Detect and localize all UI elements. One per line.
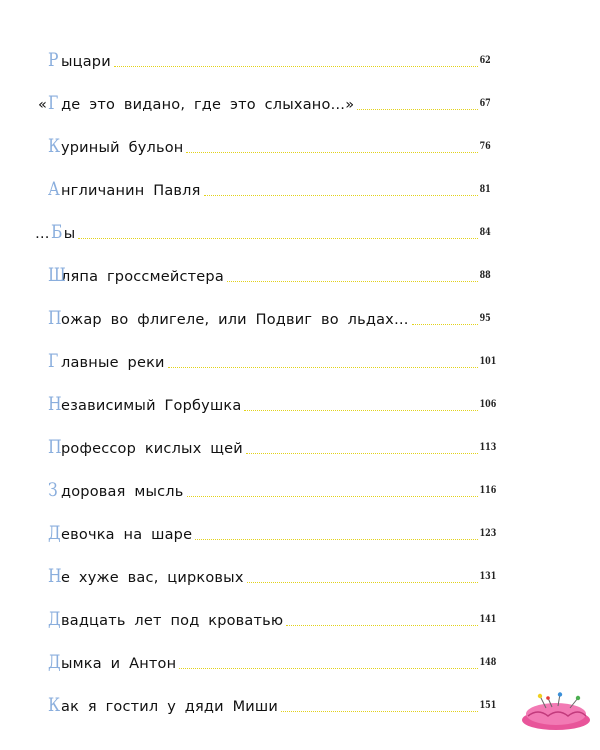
toc-page-number: 113 [478,427,496,457]
toc-entry-text: евочка на шаре [61,526,193,543]
drop-initial: Н [48,565,62,587]
toc-page-number: 81 [478,169,491,199]
toc-entry[interactable] [0,685,600,715]
dot-leader [179,668,478,669]
drop-initial: Г [48,350,59,372]
drop-initial: А [48,178,60,200]
toc-entry[interactable] [0,470,600,500]
drop-initial: З [48,479,58,501]
toc-page-number: 76 [478,126,491,156]
toc-entry-text: лавные реки [61,354,165,371]
toc-page-number: 123 [478,513,496,543]
toc-entry[interactable] [0,255,600,285]
drop-initial: Г [48,92,59,114]
toc-page-number: 116 [478,470,496,500]
toc-page-number: 101 [478,341,496,371]
drop-initial: К [48,135,61,157]
toc-entry-title [48,341,168,371]
drop-initial: К [48,694,61,716]
toc-entry-title [48,556,247,586]
toc-entry-text: ы [63,225,76,242]
dot-leader [204,195,478,196]
toc-entry-text: уриный бульон [61,139,184,156]
toc-entry-title [48,513,195,543]
dot-leader [412,324,478,325]
toc-entry[interactable] [0,83,600,113]
dot-leader [186,152,478,153]
dot-leader [187,496,478,497]
drop-initial: Ш [48,264,66,286]
toc-entry[interactable] [0,40,600,70]
toc-entry-title [48,298,412,328]
toc-entry-title [48,599,286,629]
toc-page-number: 106 [478,384,496,414]
dot-leader [227,281,478,282]
toc-entry-text: е хуже вас, цирковых [61,569,244,586]
toc-entry-title [48,169,204,199]
toc-page-number: 148 [478,642,496,672]
dot-leader [247,582,478,583]
drop-initial: Д [48,651,61,673]
toc-entry-title [48,427,246,457]
drop-initial: Д [48,522,61,544]
toc-page-number: 141 [478,599,496,629]
toc-page-number: 62 [478,40,491,70]
toc-entry[interactable] [0,427,600,457]
toc-entry[interactable] [0,599,600,629]
drop-initial: Д [48,608,61,630]
toc-entry[interactable] [0,126,600,156]
toc-entry[interactable] [0,298,600,328]
toc-page-number: 88 [478,255,491,285]
toc-entry-title [48,470,187,500]
drop-initial: Н [48,393,62,415]
toc-page-number: 151 [478,685,496,715]
toc-entry[interactable] [0,341,600,371]
dot-leader [281,711,478,712]
toc-entry-text: ляпа гроссмейстера [61,268,224,285]
toc-entry-title [48,40,114,70]
toc-entry-text: де это видано, где это слыхано…» [61,96,355,113]
toc-entry-prefix: … [35,225,50,242]
toc-entry-title [38,83,357,113]
toc-entry[interactable] [0,642,600,672]
toc-entry-title [48,126,186,156]
toc-entry[interactable] [0,169,600,199]
pincushion-icon [518,692,594,732]
toc-entry-text: ак я гостил у дяди Миши [61,698,279,715]
toc-entry-title [48,384,244,414]
dot-leader [114,66,478,67]
toc-entry[interactable] [0,212,600,242]
drop-initial: П [48,436,62,458]
dot-leader [244,410,478,411]
toc-entry-title [48,642,179,672]
dot-leader [246,453,478,454]
drop-initial: П [48,307,62,329]
toc-entry-text: езависимый Горбушка [61,397,242,414]
toc-entry-text: ожар во флигеле, или Подвиг во льдах… [61,311,409,328]
drop-initial: Б [50,221,63,243]
toc-entry-title [48,685,281,715]
toc-page-number: 95 [478,298,491,328]
dot-leader [78,238,478,239]
toc-entry-text: ыцари [61,53,111,70]
toc-entry-text: ымка и Антон [61,655,177,672]
toc-entry[interactable] [0,513,600,543]
drop-initial: Р [48,49,59,71]
dot-leader [195,539,478,540]
toc-entry-title [35,212,78,242]
toc-page-number: 67 [478,83,491,113]
toc-entry-text: рофессор кислых щей [61,440,243,457]
toc-entry-title [48,255,227,285]
dot-leader [357,109,478,110]
toc-page-number: 131 [478,556,496,586]
toc-entry[interactable] [0,556,600,586]
dot-leader [286,625,478,626]
toc-entry[interactable] [0,384,600,414]
toc-page-number: 84 [478,212,491,242]
toc-entry-text: вадцать лет под кроватью [61,612,284,629]
toc-entry-prefix: « [38,96,48,113]
toc-entry-text: доровая мысль [61,483,184,500]
toc-entry-text: нгличанин Павля [61,182,201,199]
dot-leader [168,367,478,368]
